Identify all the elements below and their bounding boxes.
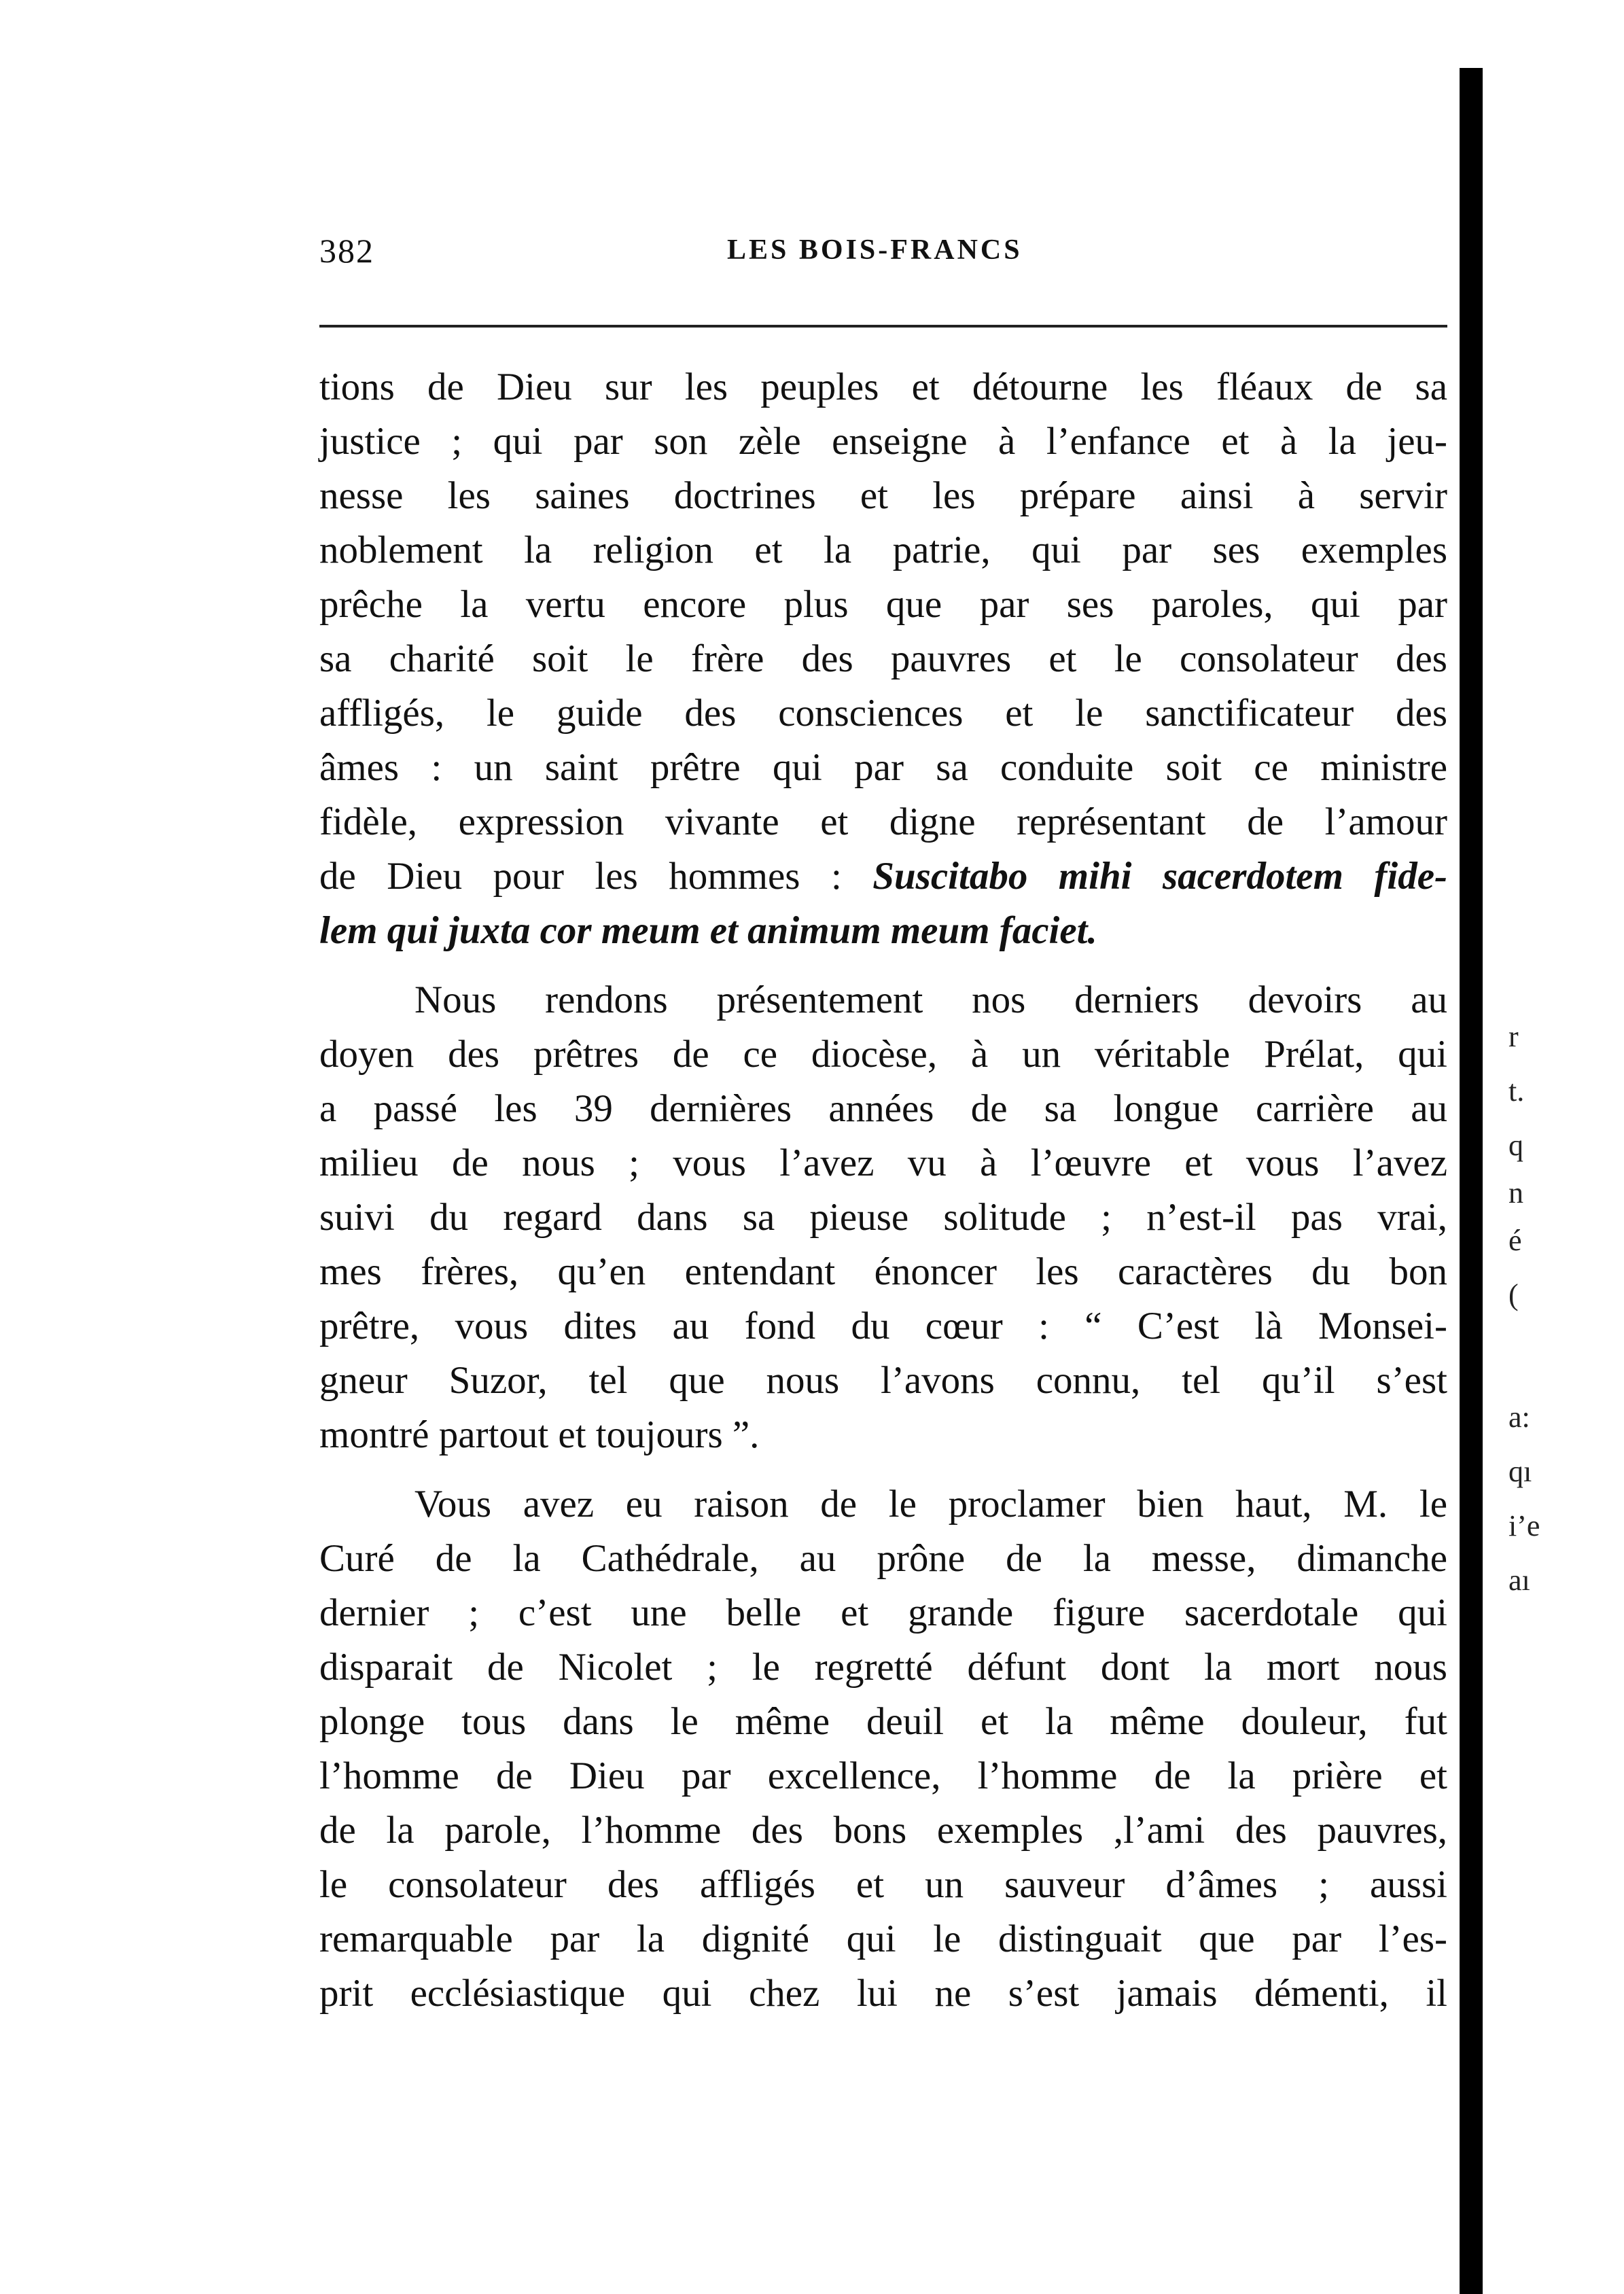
text-roman: de Dieu pour les hommes :: [319, 855, 873, 898]
text-line: disparait de Nicolet ; le regretté défunt dont la mort nous: [319, 1646, 1447, 1689]
text-line: l’homme de Dieu par excellence, l’homme de la prière et: [319, 1754, 1447, 1797]
text-line: Nous rendons présentement nos derniers devoirs au: [414, 978, 1447, 1021]
text-line: doyen des prêtres de ce diocèse, à un véritable Prélat, qui: [319, 1033, 1447, 1076]
text-line: plonge tous dans le même deuil et la même douleur, fut: [319, 1700, 1447, 1743]
paragraph-1: [319, 360, 1447, 958]
text-line: le consolateur des affligés et un sauveur d’âmes ; aussi: [319, 1863, 1447, 1906]
text-line: fidèle, expression vivante et digne représentant de l’amour: [319, 800, 1447, 843]
text-line: montré partout et toujours ”.: [319, 1413, 760, 1456]
facing-page-glyph: t.: [1508, 1074, 1525, 1108]
text-line: âmes : un saint prêtre qui par sa conduite soit ce ministre: [319, 746, 1447, 789]
facing-page-glyph: é: [1508, 1224, 1522, 1257]
latin-quote-line: lem qui juxta cor meum et animum meum faciet.: [319, 909, 1097, 952]
facing-page-glyph: aı: [1508, 1564, 1530, 1597]
text-line: remarquable par la dignité qui le distinguait que par l’es-: [319, 1918, 1447, 1960]
text-line: gneur Suzor, tel que nous l’avons connu, tel qu’il s’est: [319, 1359, 1447, 1402]
text-line: noblement la religion et la patrie, qui par ses exemples: [319, 529, 1447, 571]
facing-page-glyph: r: [1508, 1020, 1519, 1053]
text-line: tions de Dieu sur les peuples et détourne les fléaux de sa: [319, 366, 1447, 408]
binding-edge-shadow: [1460, 68, 1483, 2294]
header-rule: [319, 325, 1447, 328]
body-text: [319, 360, 1447, 2021]
page-header: [319, 231, 1447, 285]
text-line: Vous avez eu raison de le proclamer bien haut, M. le: [414, 1483, 1447, 1525]
text-line: prit ecclésiastique qui chez lui ne s’est jamais démenti, il: [319, 1972, 1447, 2015]
text-line: prêtre, vous dites au fond du cœur : “ C’est là Monsei-: [319, 1305, 1447, 1347]
text-line: milieu de nous ; vous l’avez vu à l’œuvre et vous l’avez: [319, 1142, 1447, 1184]
facing-page-glyph: q: [1508, 1129, 1523, 1162]
text-line: de la parole, l’homme des bons exemples ,l’ami des pauvres,: [319, 1809, 1447, 1852]
facing-page-fragments: [1508, 1019, 1590, 2039]
text-line: nesse les saines doctrines et les prépare ainsi à servir: [319, 474, 1447, 517]
text-line: prêche la vertu encore plus que par ses paroles, qui par: [319, 583, 1447, 626]
text-line: justice ; qui par son zèle enseigne à l’enfance et à la jeu-: [319, 420, 1447, 463]
text-line: affligés, le guide des consciences et le sanctificateur des: [319, 692, 1447, 735]
text-line: dernier ; c’est une belle et grande figure sacerdotale qui: [319, 1591, 1447, 1634]
facing-page-glyph: i’e: [1508, 1509, 1540, 1542]
text-line: Curé de la Cathédrale, au prône de la messe, dimanche: [319, 1537, 1447, 1580]
page-number: 382: [319, 232, 374, 270]
text-line: suivi du regard dans sa pieuse solitude ; n’est-il pas vrai,: [319, 1196, 1447, 1239]
paragraph-3: [319, 1477, 1447, 2021]
facing-page-glyph: qı: [1508, 1455, 1532, 1488]
latin-quote: Suscitabo mihi sacerdotem fide-: [872, 855, 1447, 898]
text-line: a passé les 39 dernières années de sa longue carrière au: [319, 1087, 1447, 1130]
running-title: LES BOIS-FRANCS: [727, 234, 1023, 266]
text-line: mes frères, qu’en entendant énoncer les caractères du bon: [319, 1250, 1447, 1293]
facing-page-glyph: (: [1508, 1278, 1519, 1311]
text-line: [319, 849, 1447, 904]
text-line: sa charité soit le frère des pauvres et le consolateur des: [319, 637, 1447, 680]
paragraph-2: [319, 973, 1447, 1462]
facing-page-glyph: a:: [1508, 1400, 1530, 1434]
facing-page-glyph: n: [1508, 1176, 1523, 1210]
